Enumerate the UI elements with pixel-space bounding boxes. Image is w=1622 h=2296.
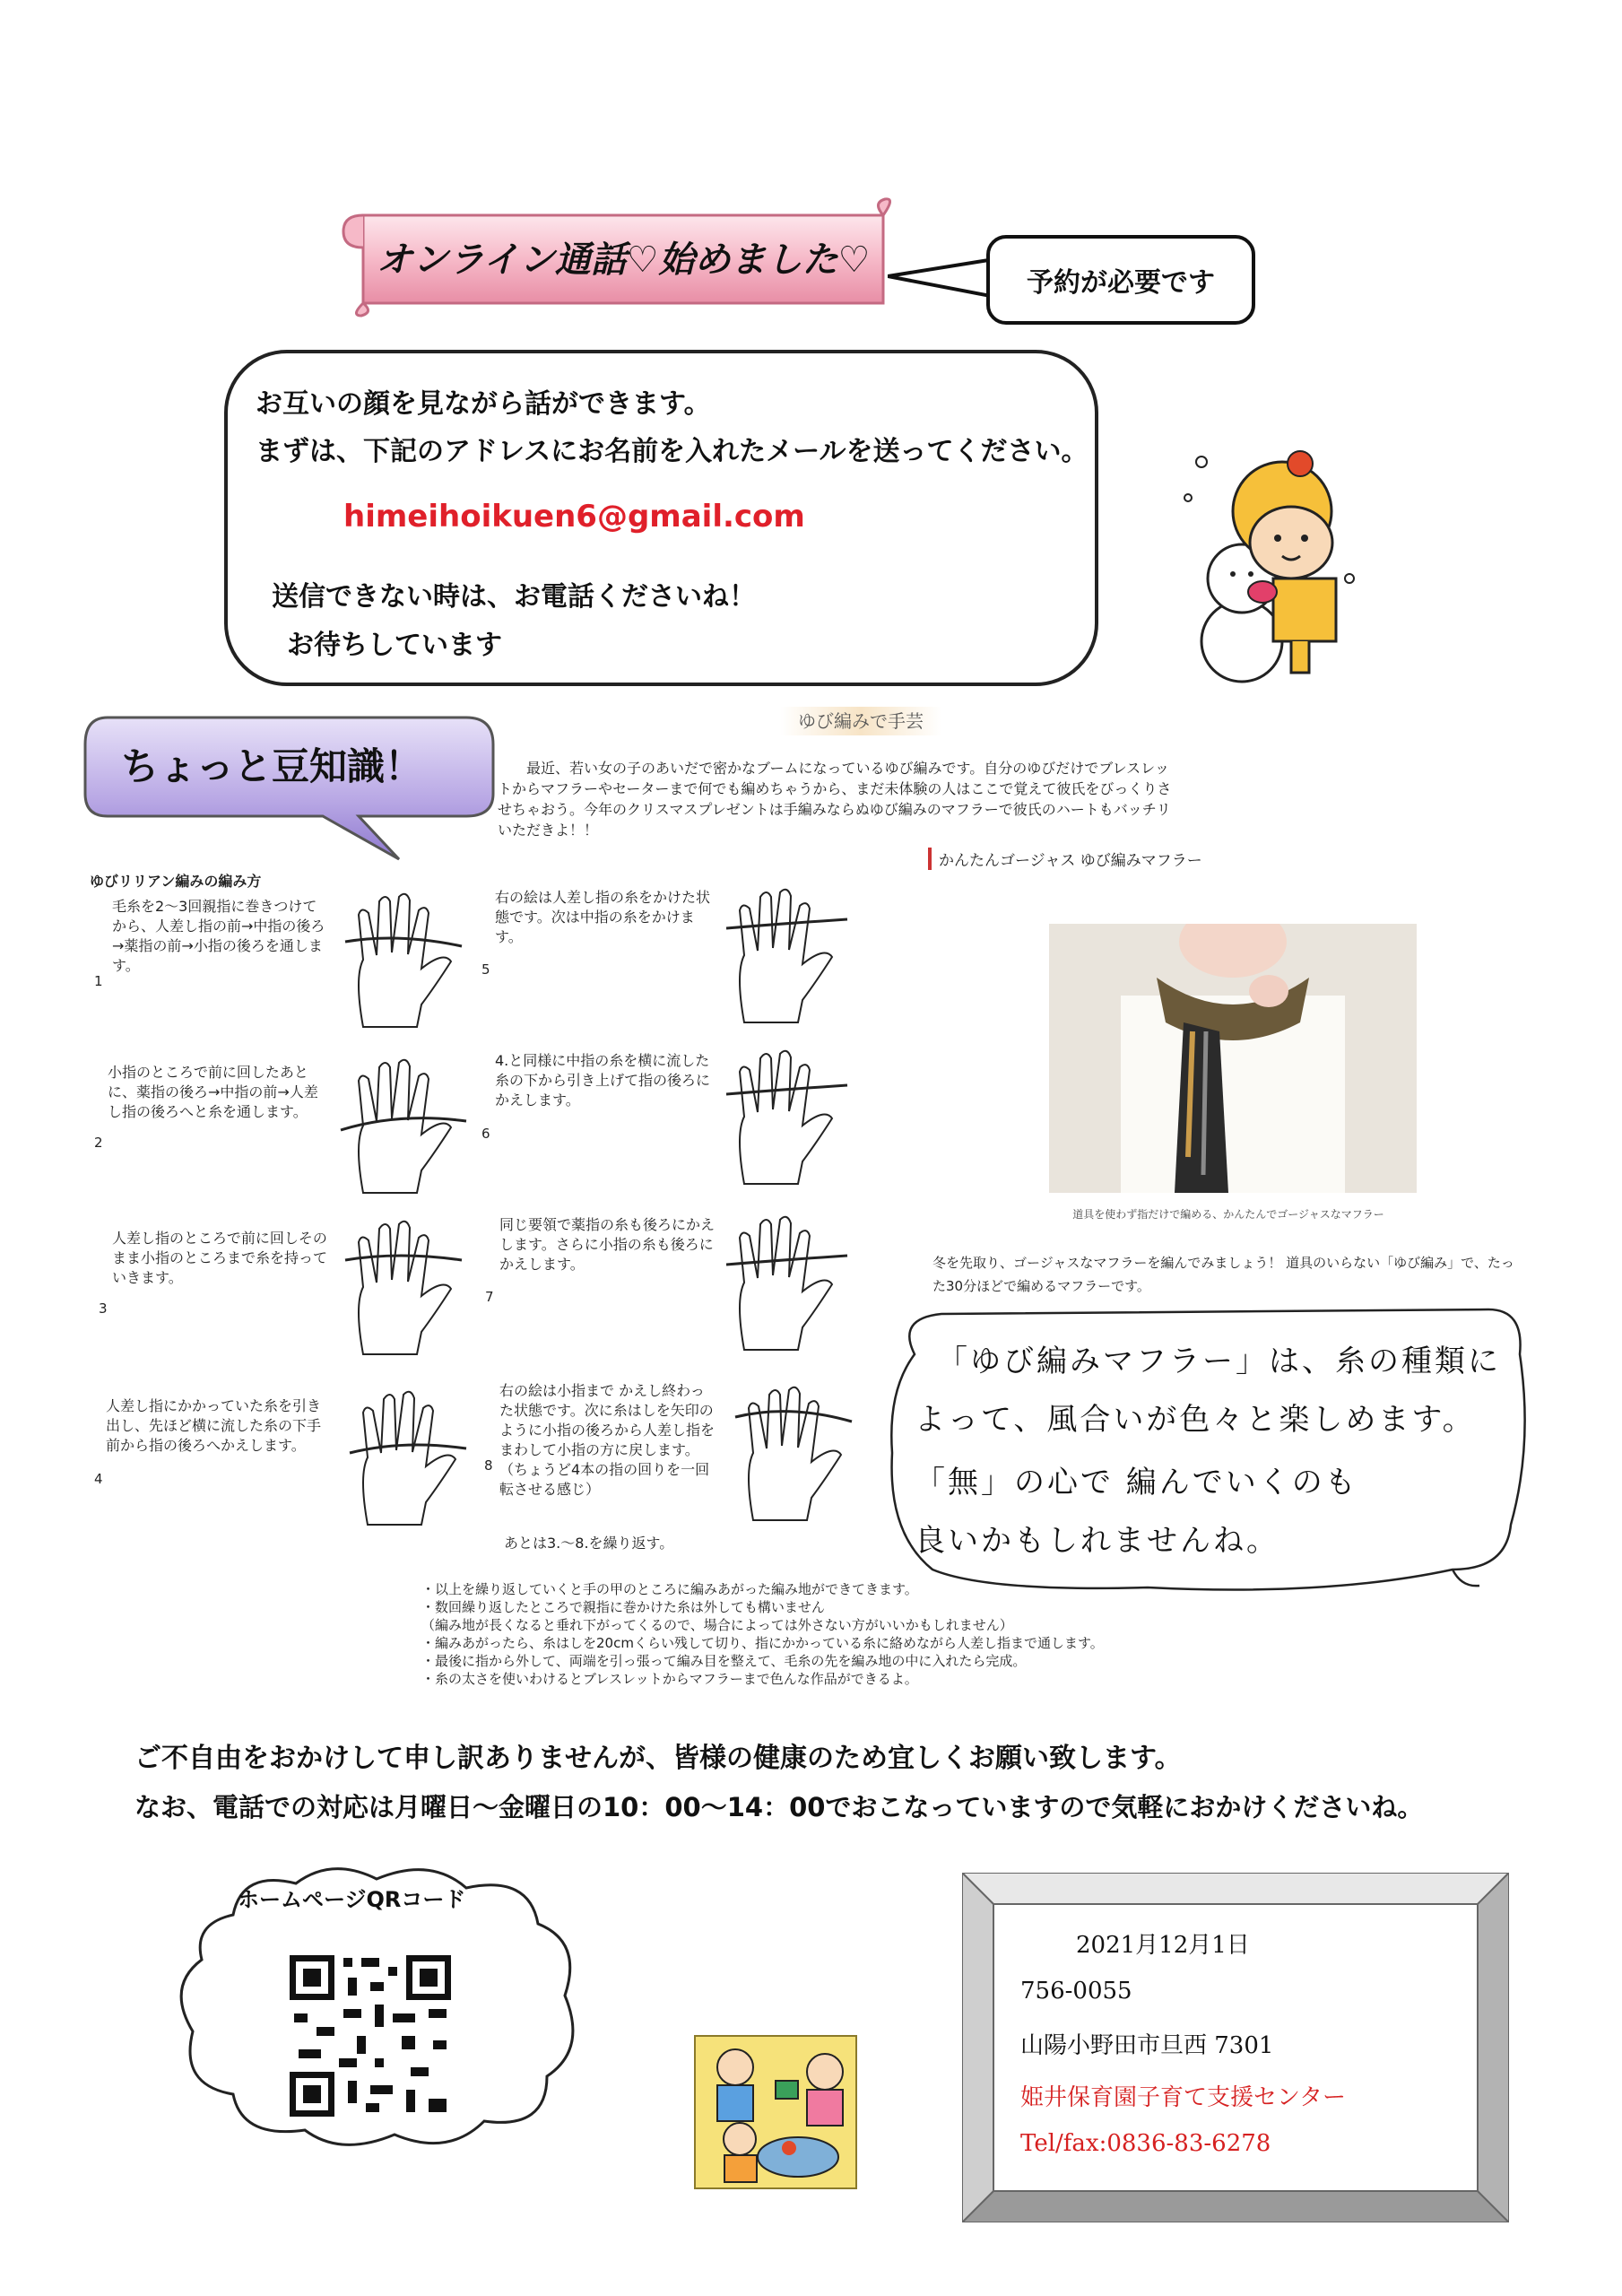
banner-title: オンライン通話♡始めました♡ (377, 239, 871, 281)
cloud-line-3: 「無」の心で 編んでいくのも (915, 1465, 1358, 1500)
step-1-number: 1 (94, 973, 103, 989)
repeat-note: あとは3.〜8.を繰り返す。 (504, 1535, 674, 1552)
hand-step-2-illustration (336, 1049, 471, 1197)
method-title: ゆびリリアン編みの編み方 (90, 873, 262, 890)
qr-code[interactable] (285, 1951, 455, 2121)
scarf-note: 冬を先取り、ゴージャスなマフラーを編んでみましょう！ 道具のいらない「ゆび編み」で、たった30分ほどで編めるマフラーです。 (932, 1255, 1514, 1294)
step-8-number: 8 (484, 1457, 493, 1474)
step-8-text: 右の絵は小指まで かえし終わった状態です。次に糸はしを矢印のように小指の後ろから人差し指を まわして小指の方に戻します。（ちょうど4本の指の回りを一回転させる感じ） (499, 1382, 716, 1498)
address: 山陽小野田市旦西 7301 (1020, 2032, 1274, 2059)
step-6-text: 4.と同様に中指の糸を横に流した糸の下から引き上げて指の後ろにかえします。 (495, 1052, 711, 1109)
instruction-bullets (421, 1580, 1157, 1688)
hand-step-3-illustration (336, 1211, 471, 1359)
email-link[interactable]: himeihoikuen6@gmail.com (343, 499, 805, 535)
scarf-photo (1049, 924, 1417, 1193)
organization-name: 姫井保育園子育て支援センター (1020, 2084, 1346, 2111)
cloud-line-2: よって、風合いが色々と楽しめます。 (915, 1402, 1476, 1438)
hand-step-5-illustration (717, 883, 852, 1027)
tips-title: ちょっと豆知識！ (121, 744, 423, 788)
step-7-number: 7 (485, 1289, 494, 1305)
cloud-line-1: 「ゆび編みマフラー」は、糸の種類に (937, 1344, 1501, 1379)
scarf-photo-caption: 道具を使わず指だけで編める、かんたんでゴージャスなマフラー (1072, 1208, 1384, 1221)
bullet-5: ・最後に指から外して、両端を引っ張って編み目を整えて、毛糸の先を編み地の中に入れたら完成。 (421, 1653, 1027, 1669)
craft-intro: 最近、若い女の子のあいだで密かなブームになっているゆび編みです。自分のゆびだけでブレスレットからマフラーやセーターまで何でも編めちゃうから、まだ未体験の人はここで覚えて彼氏をびっくりさせちゃおう。今年のクリスマスプレゼントは手編みならぬゆび編みのマフラーで彼氏のハートもバッチリいただきよ！！ (498, 760, 1172, 839)
message-line-3: 送信できない時は、お電話くださいね！ (272, 581, 756, 613)
kids-playing-illustration (690, 2031, 861, 2193)
postal-code: 756-0055 (1020, 1978, 1132, 2005)
phone-fax[interactable]: Tel/fax:0836-83-6278 (1020, 2130, 1271, 2157)
hand-step-4-illustration (341, 1386, 475, 1529)
bullet-2: ・数回繰り返したところで親指に巻かけた糸は外しても構いません (421, 1599, 825, 1615)
closing-line-2: なお、電話での対応は月曜日〜金曜日の10：00〜14：00でおこなっていますので気軽におかけくださいね。 (134, 1792, 1424, 1822)
step-4-number: 4 (94, 1471, 103, 1487)
step-3-text: 人差し指のところで前に回しそのまま小指のところまで糸を持っていきます。 (112, 1230, 328, 1286)
step-4-text: 人差し指にかかっていた糸を引き出し、先ほど横に流した糸の下手前から指の後ろへかえします。 (106, 1397, 322, 1454)
bullet-4: ・編みあがったら、糸はしを20cmくらい残して切り、指にかかっている糸に絡めながら人差し指まで通します。 (421, 1635, 1104, 1651)
step-5-text: 右の絵は人差し指の糸をかけた状態です。次は中指の糸をかけます。 (495, 889, 711, 945)
craft-tag: ゆび編みで手芸 (780, 707, 941, 735)
step-1-text: 毛糸を2〜3回親指に巻きつけてから、人差し指の前→中指の後ろ→薬指の前→小指の後ろを通します。 (112, 898, 325, 974)
qr-label: ホームページQRコード (238, 1887, 466, 1912)
step-5-number: 5 (481, 961, 490, 978)
bullet-6: ・糸の太さを使いわけるとブレスレットからマフラーまで色んな作品ができるよ。 (421, 1671, 918, 1687)
step-7-text: 同じ要領で薬指の糸も後ろにかえします。さらに小指の糸も後ろにかえします。 (499, 1216, 716, 1273)
reservation-note: 予約が必要です (986, 235, 1255, 325)
hand-step-6-illustration (717, 1045, 852, 1188)
hand-step-7-illustration (717, 1211, 852, 1354)
message-line-1: お互いの顔を見ながら話ができます。 (256, 388, 711, 420)
step-2-text: 小指のところで前に回したあとに、薬指の後ろ→中指の前→人差し指の後ろへと糸を通します。 (108, 1064, 318, 1120)
message-line-2: まずは、下記のアドレスにお名前を入れたメールを送ってください。 (256, 436, 1089, 467)
hand-step-8-illustration (726, 1381, 861, 1525)
hand-step-1-illustration (336, 888, 471, 1031)
bullet-3: （編み地が長くなると垂れ下がってくるので、場合によっては外さない方がいいかもしれません） (421, 1617, 1013, 1633)
message-line-4: お待ちしています (287, 630, 502, 661)
closing-line-1: ご不自由をおかけして申し訳ありませんが、皆様の健康のため宜しくお願い致します。 (134, 1743, 1182, 1774)
step-3-number: 3 (99, 1300, 108, 1317)
scarf-section-title: かんたんゴージャス ゆび編みマフラー (928, 848, 1202, 870)
issue-date: 2021月12月1日 (1076, 1932, 1250, 1959)
step-6-number: 6 (481, 1126, 490, 1142)
child-snowman-illustration (1166, 444, 1363, 686)
step-2-number: 2 (94, 1135, 103, 1151)
bullet-1: ・以上を繰り返していくと手の甲のところに編みあがった編み地ができてきます。 (421, 1581, 918, 1597)
cloud-line-4: 良いかもしれませんね。 (915, 1523, 1279, 1559)
